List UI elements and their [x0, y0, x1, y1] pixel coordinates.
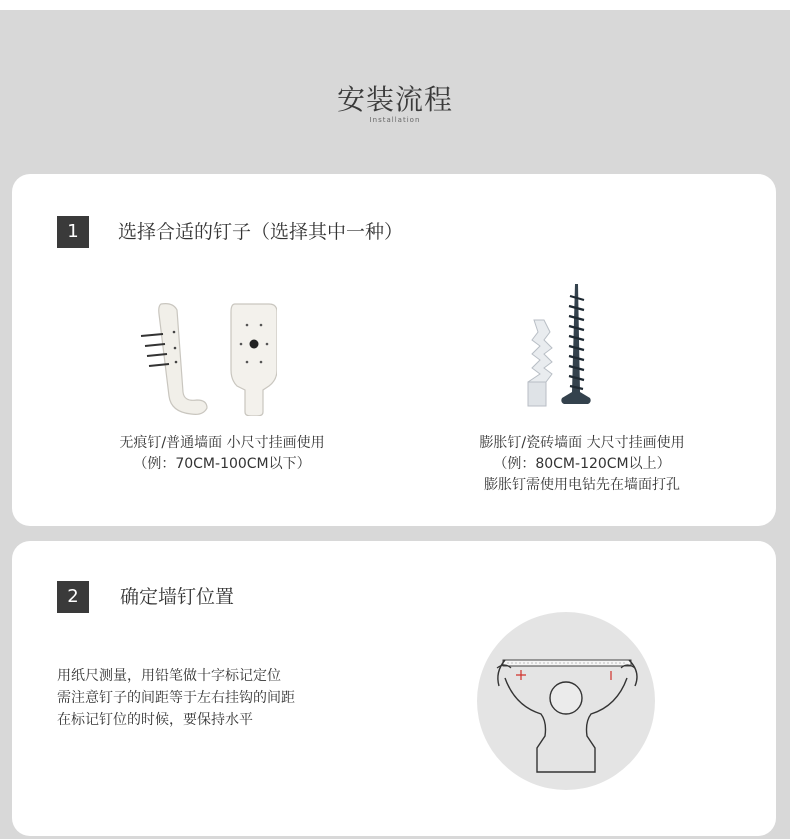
section-header: [0, 80, 790, 124]
page-subtitle: Installation: [369, 116, 421, 124]
measuring-illustration: [475, 610, 657, 792]
traceless-nail-image: [137, 300, 277, 416]
traceless-caption-line2: （例：70CM-100CM以下）: [133, 456, 311, 472]
expansion-caption-line3: 膨胀钉需使用电钻先在墙面打孔: [484, 477, 680, 493]
step2-notes: [57, 665, 417, 731]
page-title: 安装流程: [336, 83, 453, 116]
step2-badge: 2: [57, 581, 89, 613]
expansion-caption-line1: 膨胀钉/瓷砖墙面 大尺寸挂画使用: [479, 435, 685, 451]
expansion-nail-caption: [422, 433, 742, 496]
step2-note-line3: 在标记钉位的时候，要保持水平: [57, 712, 253, 728]
traceless-nail-caption: [72, 433, 372, 475]
step2-card: [12, 541, 776, 836]
expansion-nail-image: [520, 282, 600, 410]
traceless-caption-line1: 无痕钉/普通墙面 小尺寸挂画使用: [119, 435, 325, 451]
step2-note-line2: 需注意钉子的间距等于左右挂钩的间距: [57, 690, 295, 706]
step2-note-line1: 用纸尺测量，用铅笔做十字标记定位: [57, 668, 281, 684]
step1-title: 选择合适的钉子（选择其中一种）: [118, 221, 404, 243]
step2-title: 确定墙钉位置: [120, 586, 235, 608]
top-strip: [0, 0, 790, 10]
expansion-caption-line2: （例：80CM-120CM以上）: [493, 456, 671, 472]
step1-card: [12, 174, 776, 526]
step1-badge: 1: [57, 216, 89, 248]
